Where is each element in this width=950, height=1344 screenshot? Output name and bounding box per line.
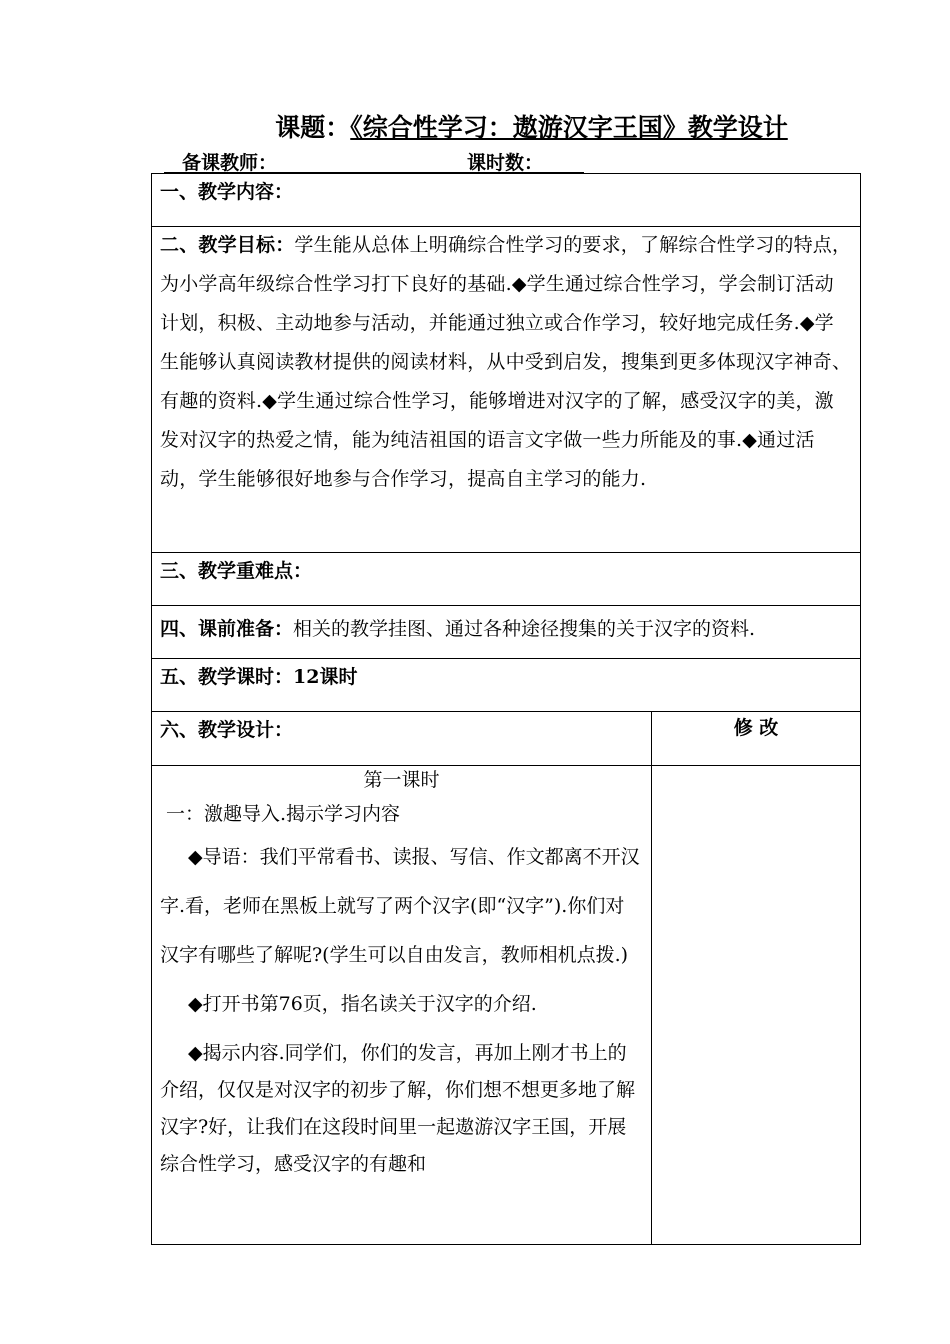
section-preparation [151, 605, 861, 659]
section-2-text: 学生能从总体上明确综合性学习的要求，了解综合性学习的特点，为小学高年级综合性学习打下良好的基础.◆学生通过综合性学习，学会制订活动计划，积极、主动地参与活动，并能通过独立或合作学习，较好地完成任务.◆学生能够认真阅读教材提供的阅读材料，从中受到启发，搜集到更多体现汉字神奇、有趣的资料.◆学生通过综合性学习，能够增进对汉字的了解，感受汉字的美，激发对汉字的热爱之情，能为纯洁祖国的语言文字做一些力所能及的事.◆通过活动，学生能够很好地参与合作学习，提高自主学习的能力. [160, 234, 852, 490]
lesson-column [151, 765, 652, 1245]
title-prefix: 课题： [275, 113, 351, 142]
lesson-heading: 第一课时 [363, 769, 440, 791]
teacher-label: 备课教师： [182, 152, 278, 174]
lesson-paragraph-3: ◆揭示内容.同学们，你们的发言，再加上刚才书上的介绍，仅仅是对汉字的初步了解，你们想不想更多地了解汉字?好，让我们在这段时间里一起遨游汉字王国，开展综合性学习，感受汉字的有趣和 [160, 1042, 636, 1175]
hours-label: 课时数： [467, 152, 544, 174]
revise-column [651, 765, 861, 1245]
page-title [0, 108, 950, 144]
section-design-header [151, 711, 861, 766]
section-2 [152, 226, 860, 503]
lesson-step-1: 一：激趣导入.揭示学习内容 [166, 803, 401, 825]
section-key-points [151, 552, 861, 606]
lesson-paragraph-2: ◆打开书第76页，指名读关于汉字的介绍. [188, 993, 537, 1015]
title-main: 《综合性学习：遨游汉字王国》教学设计 [350, 113, 788, 142]
section-5-label: 五、教学课时：12课时 [160, 666, 358, 688]
section-4-text: 相关的教学挂图、通过各种途径搜集的关于汉字的资料. [293, 618, 756, 640]
teacher-row [164, 148, 584, 173]
section-1-label: 一、教学内容： [160, 181, 294, 203]
section-hours [151, 658, 861, 712]
section-4 [152, 606, 860, 654]
section-6-label: 六、教学设计： [160, 719, 294, 741]
lesson-paragraph-1: ◆导语：我们平常看书、读报、写信、作文都离不开汉字.看，老师在黑板上就写了两个汉字(即“汉字”).你们对汉字有哪些了解呢?(学生可以自由发言，教师相机点拨.) [160, 846, 640, 966]
revise-label: 修 改 [733, 717, 779, 739]
section-4-label: 四、课前准备： [160, 618, 294, 640]
section-2-label: 二、教学目标： [160, 234, 295, 256]
section-3-label: 三、教学重难点： [160, 560, 313, 582]
section-content [151, 173, 861, 227]
section-objectives [151, 226, 861, 553]
